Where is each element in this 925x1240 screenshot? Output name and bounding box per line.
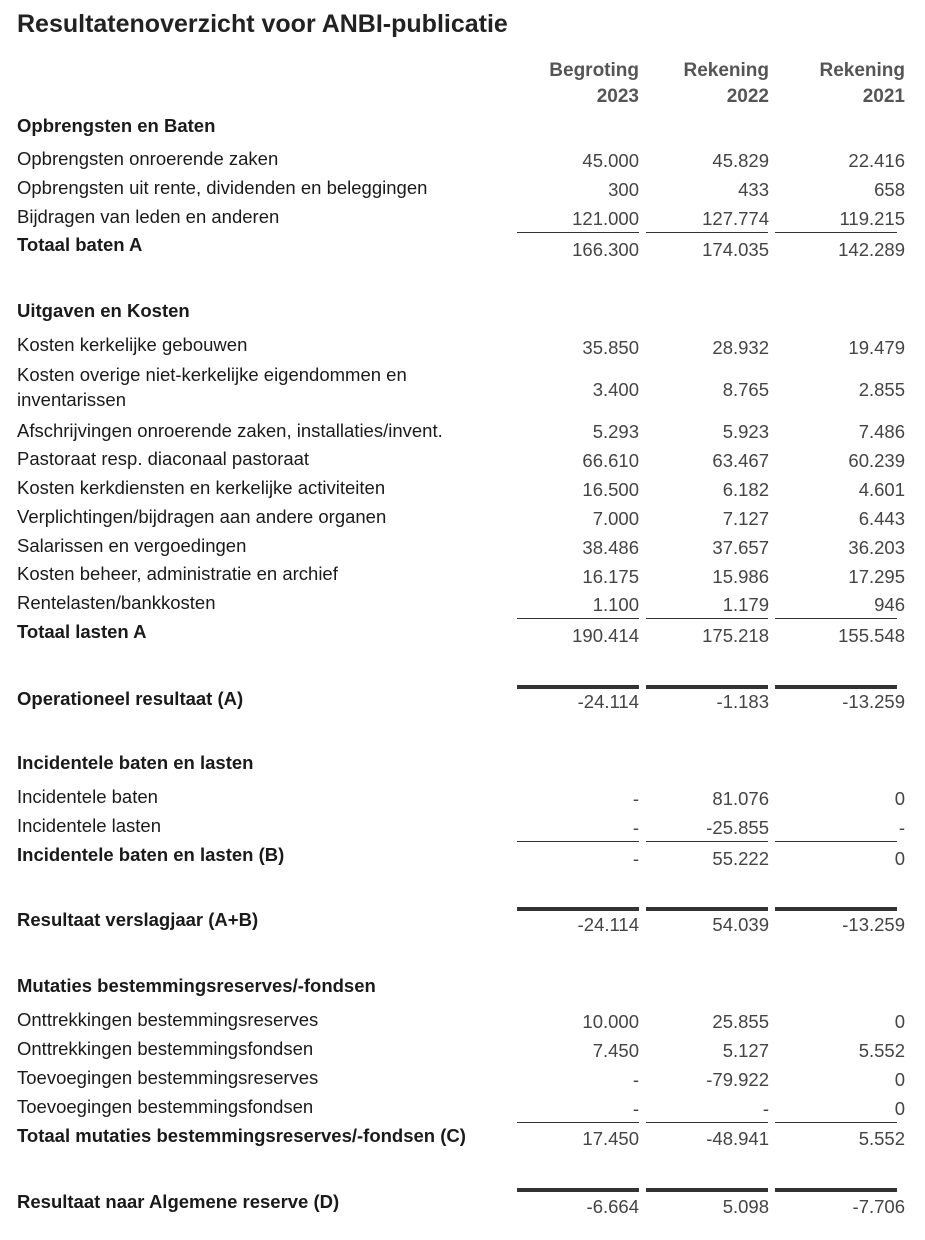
value-cell: 190.414 xyxy=(572,625,639,646)
result-rule xyxy=(646,1188,768,1192)
result-rule xyxy=(775,685,897,689)
total-label: Totaal baten A xyxy=(17,234,143,255)
value-cell: 17.295 xyxy=(848,566,905,587)
row-label: Pastoraat resp. diaconaal pastoraat xyxy=(17,448,310,469)
row-label: Toevoegingen bestemmingsreserves xyxy=(17,1067,319,1088)
value-cell: 127.774 xyxy=(702,208,769,229)
value-cell: 5.552 xyxy=(858,1040,905,1061)
row-label: Opbrengsten uit rente, dividenden en beleggingen xyxy=(17,177,428,198)
value-cell: 55.222 xyxy=(712,848,769,869)
value-cell: 36.203 xyxy=(848,537,905,558)
column-header-type: Rekening xyxy=(819,60,905,81)
value-cell: 6.182 xyxy=(722,479,769,500)
value-cell: - xyxy=(632,848,639,869)
subtotal-rule xyxy=(517,1122,639,1123)
subtotal-rule xyxy=(646,618,768,619)
column-header-3 xyxy=(775,58,905,110)
value-cell: 7.486 xyxy=(858,421,905,442)
result-label: Resultaat naar Algemene reserve (D) xyxy=(17,1191,340,1212)
value-cell: 60.239 xyxy=(848,450,905,471)
section-heading: Uitgaven en Kosten xyxy=(17,300,190,321)
value-cell: 5.293 xyxy=(592,421,639,442)
subtotal-rule xyxy=(517,618,639,619)
column-header-2 xyxy=(639,58,769,110)
value-cell: 946 xyxy=(874,594,905,615)
subtotal-rule xyxy=(775,841,897,842)
subtotal-rule xyxy=(646,841,768,842)
value-cell: 3.400 xyxy=(592,379,639,400)
subtotal-rule xyxy=(646,1122,768,1123)
row-label: Kosten kerkelijke gebouwen xyxy=(17,334,248,355)
value-cell: 7.127 xyxy=(722,508,769,529)
value-cell: 7.000 xyxy=(592,508,639,529)
value-cell: 2.855 xyxy=(858,379,905,400)
value-cell: 142.289 xyxy=(838,239,905,260)
value-cell: -25.855 xyxy=(706,817,769,838)
row-label: Kosten beheer, administratie en archief xyxy=(17,563,338,584)
value-cell: - xyxy=(898,817,905,838)
value-cell: 121.000 xyxy=(572,208,639,229)
value-cell: 658 xyxy=(874,179,905,200)
value-cell: 45.829 xyxy=(712,150,769,171)
value-cell: 8.765 xyxy=(722,379,769,400)
column-header-year: 2023 xyxy=(596,86,639,107)
value-cell: -13.259 xyxy=(842,914,905,935)
value-cell: 4.601 xyxy=(858,479,905,500)
result-rule xyxy=(646,685,768,689)
value-cell: 63.467 xyxy=(712,450,769,471)
total-label: Incidentele baten en lasten (B) xyxy=(17,844,285,865)
subtotal-rule xyxy=(775,1122,897,1123)
value-cell: 15.986 xyxy=(712,566,769,587)
value-cell: 45.000 xyxy=(582,150,639,171)
value-cell: 81.076 xyxy=(712,788,769,809)
value-cell: -24.114 xyxy=(577,914,639,935)
value-cell: - xyxy=(632,1069,639,1090)
value-cell: 28.932 xyxy=(712,337,769,358)
result-rule xyxy=(517,1188,639,1192)
value-cell: -48.941 xyxy=(706,1128,769,1149)
value-cell: 5.552 xyxy=(858,1128,905,1149)
value-cell: 166.300 xyxy=(572,239,639,260)
result-rule xyxy=(775,1188,897,1192)
result-rule xyxy=(517,685,639,689)
row-label: Onttrekkingen bestemmingsreserves xyxy=(17,1009,319,1030)
subtotal-rule xyxy=(775,232,897,233)
value-cell: 5.127 xyxy=(722,1040,769,1061)
value-cell: - xyxy=(632,817,639,838)
row-label: Toevoegingen bestemmingsfondsen xyxy=(17,1096,314,1117)
value-cell: 66.610 xyxy=(582,450,639,471)
total-label: Totaal lasten A xyxy=(17,621,147,642)
value-cell: 22.416 xyxy=(848,150,905,171)
value-cell: - xyxy=(632,788,639,809)
value-cell: 175.218 xyxy=(702,625,769,646)
value-cell: -79.922 xyxy=(706,1069,769,1090)
value-cell: 1.100 xyxy=(592,594,639,615)
value-cell: 300 xyxy=(608,179,639,200)
column-header-type: Rekening xyxy=(683,60,769,81)
value-cell: 0 xyxy=(894,1011,905,1032)
subtotal-rule xyxy=(646,232,768,233)
value-cell: 0 xyxy=(894,788,905,809)
value-cell: 10.000 xyxy=(582,1011,639,1032)
value-cell: 0 xyxy=(894,1069,905,1090)
row-label: Kosten overige niet-kerkelijke eigendommen en inventarissen xyxy=(17,364,407,410)
value-cell: 38.486 xyxy=(582,537,639,558)
value-cell: 17.450 xyxy=(582,1128,639,1149)
row-label: Afschrijvingen onroerende zaken, installaties/invent. xyxy=(17,420,443,441)
section-heading: Mutaties bestemmingsreserves/-fondsen xyxy=(17,975,376,996)
value-cell: -6.664 xyxy=(586,1196,639,1217)
row-label: Opbrengsten onroerende zaken xyxy=(17,148,279,169)
subtotal-rule xyxy=(775,618,897,619)
column-header-1 xyxy=(509,58,639,110)
row-label: Kosten kerkdiensten en kerkelijke activiteiten xyxy=(17,477,386,498)
value-cell: 25.855 xyxy=(712,1011,769,1032)
value-cell: - xyxy=(632,1098,639,1119)
result-rule xyxy=(517,907,639,911)
section-heading: Incidentele baten en lasten xyxy=(17,752,254,773)
row-label: Incidentele lasten xyxy=(17,815,161,836)
value-cell: -24.114 xyxy=(577,691,639,712)
value-cell: 54.039 xyxy=(712,914,769,935)
value-cell: 16.175 xyxy=(582,566,639,587)
result-label: Operationeel resultaat (A) xyxy=(17,688,244,709)
value-cell: 5.923 xyxy=(722,421,769,442)
row-label: Rentelasten/bankkosten xyxy=(17,592,216,613)
page-title: Resultatenoverzicht voor ANBI-publicatie xyxy=(17,10,508,38)
value-cell: 35.850 xyxy=(582,337,639,358)
result-rule xyxy=(775,907,897,911)
value-cell: 6.443 xyxy=(858,508,905,529)
value-cell: -13.259 xyxy=(842,691,905,712)
subtotal-rule xyxy=(517,232,639,233)
result-rule xyxy=(646,907,768,911)
value-cell: 0 xyxy=(894,1098,905,1119)
value-cell: -7.706 xyxy=(852,1196,905,1217)
row-label: Incidentele baten xyxy=(17,786,158,807)
value-cell: - xyxy=(762,1098,769,1119)
value-cell: 19.479 xyxy=(848,337,905,358)
column-header-type: Begroting xyxy=(549,60,639,81)
value-cell: 37.657 xyxy=(712,537,769,558)
value-cell: 1.179 xyxy=(722,594,769,615)
total-label: Totaal mutaties bestemmingsreserves/-fondsen (C) xyxy=(17,1125,466,1146)
value-cell: 155.548 xyxy=(838,625,905,646)
value-cell: 16.500 xyxy=(582,479,639,500)
row-label: Onttrekkingen bestemmingsfondsen xyxy=(17,1038,314,1059)
column-header-year: 2021 xyxy=(862,86,905,107)
value-cell: 0 xyxy=(894,848,905,869)
value-cell: 7.450 xyxy=(592,1040,639,1061)
section-heading: Opbrengsten en Baten xyxy=(17,115,216,136)
row-label: Salarissen en vergoedingen xyxy=(17,535,247,556)
row-label: Bijdragen van leden en anderen xyxy=(17,206,280,227)
row-label: Verplichtingen/bijdragen aan andere organen xyxy=(17,506,387,527)
subtotal-rule xyxy=(517,841,639,842)
column-header-year: 2022 xyxy=(726,86,769,107)
result-label: Resultaat verslagjaar (A+B) xyxy=(17,909,259,930)
value-cell: 5.098 xyxy=(722,1196,769,1217)
value-cell: 174.035 xyxy=(702,239,769,260)
value-cell: 433 xyxy=(738,179,769,200)
value-cell: 119.215 xyxy=(839,208,905,229)
value-cell: -1.183 xyxy=(716,691,769,712)
